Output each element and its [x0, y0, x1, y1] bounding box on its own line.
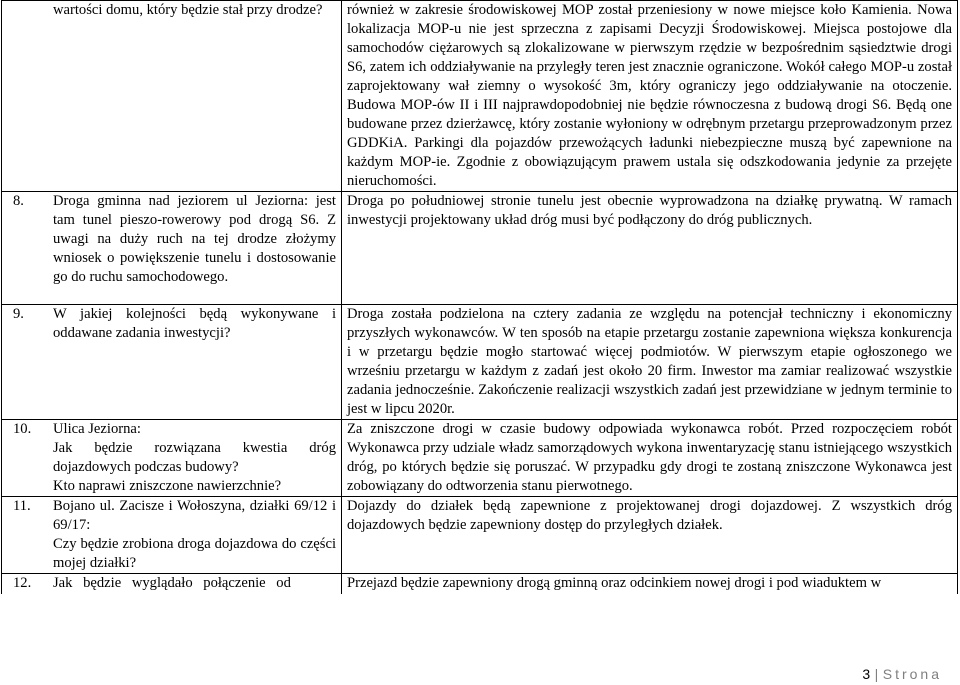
question-number — [7, 1, 53, 20]
table-row — [2, 305, 958, 420]
table-row — [2, 192, 958, 305]
question-number: 12. — [13, 575, 32, 591]
answer-text: Przejazd będzie zapewniony drogą gminną oraz odcinkiem nowej drogi i pod wiaduktem w — [347, 575, 882, 591]
question-text — [53, 1, 336, 20]
question-text — [53, 574, 336, 593]
question-line: Czy będzie zrobiona droga dojazdowa do części mojej działki? — [53, 536, 336, 571]
page-number: 3 — [862, 666, 871, 682]
question-cell — [2, 1, 342, 192]
question-line: Jak będzie rozwiązana kwestia dróg dojazdowych podczas budowy? — [53, 440, 336, 475]
question-number: 10. — [13, 421, 32, 437]
table-row — [2, 497, 958, 574]
table-row — [2, 420, 958, 497]
page-footer — [862, 666, 942, 682]
question-cell — [2, 305, 342, 420]
answer-text: Droga została podzielona na cztery zadania ze względu na potencjał techniczny i ekonomiczny przyszłych wykonawców. W ten sposób na etapie przetargu zostanie zapewniona większa konkurencja i w przetargu będzie mogło startować więcej podmiotów. W pierwszym etapie ogłoszonego we wrześniu przetargu w każdym z zadań jest około 20 firm. Inwestor ma zamiar realizować wszystkie zadania jednocześnie. Zakończenie realizacji wszystkich zadań jest przewidziane w jednym terminie to jest w lipcu 2020r. — [347, 306, 952, 417]
question-number: 9. — [13, 306, 24, 322]
question-line: Bojano ul. Zacisze i Wołoszyna, działki 69/12 i 69/17: — [53, 498, 336, 533]
question-line: W jakiej kolejności będą wykonywane i oddawane zadania inwestycji? — [53, 306, 336, 341]
question-cell — [2, 420, 342, 497]
question-line: Jak będzie wyglądało połączenie od — [53, 575, 291, 591]
question-line: wartości domu, który będzie stał przy drodze? — [53, 2, 323, 18]
answer-cell — [342, 305, 958, 420]
qa-table — [1, 0, 958, 594]
question-text — [53, 497, 336, 573]
answer-text: Za zniszczone drogi w czasie budowy odpowiada wykonawca robót. Przed rozpoczęciem robót Wykonawca przy udziale władz samorządowych wykona inwentaryzację stanu istniejącego wszystkich dróg, po których będzie się poruszać. W przypadku gdy drogi te zostaną zniszczone Wykonawca jest zobowiązany do odtworzenia stanu pierwotnego. — [347, 421, 952, 494]
answer-text: również w zakresie środowiskowej MOP został przeniesiony w nowe miejsce koło Kamienia. Nowa lokalizacja MOP-u nie jest sprzeczna z zapisami Decyzji Środowiskowej. Miejsca postojowe dla samochodów ciężarowych są zlokalizowane w pierwszym rzędzie w bezpośrednim sąsiedztwie drogi S6, zatem ich oddziaływanie na przyległy teren jest znacznie ograniczone. Wokół całego MOP-u został zaprojektowany wał ziemny o wysokość 3m, który ograniczy jego oddziaływanie na otoczenie. Budowa MOP-ów II i III najprawdopodobniej nie będzie równoczesna z budową drogi S6. Będą one budowane przez dzierżawcę, który zostanie wyłoniony w odrębnym przetargu przeprowadzonym przez GDDKiA. Parkingi dla pojazdów przewożących ładunki niebezpieczne muszą być zapewnione na każdym MOP-ie. Zgodnie z obowiązującym prawem ustala się odszkodowania jedynie za przejęte nieruchomości. — [347, 2, 952, 189]
page-label: Strona — [882, 666, 942, 682]
table-row — [2, 1, 958, 192]
answer-cell — [342, 497, 958, 574]
answer-text: Droga po południowej stronie tunelu jest obecnie wyprowadzona na działkę prywatną. W ramach inwestycji projektowany układ dróg musi być podłączony do dróg publicznych. — [347, 193, 952, 228]
question-line: Kto naprawi zniszczone nawierzchnie? — [53, 478, 282, 494]
answer-cell — [342, 420, 958, 497]
footer-separator: | — [874, 666, 879, 682]
table-row — [2, 574, 958, 594]
question-number: 8. — [13, 193, 24, 209]
question-number: 11. — [13, 498, 31, 514]
question-text — [53, 192, 336, 287]
question-text — [53, 305, 336, 343]
answer-cell — [342, 574, 958, 594]
question-line: Droga gminna nad jeziorem ul Jeziorna: jest tam tunel pieszo-rowerowy pod drogą S6. Z uwagi na duży ruch na tej drodze złożymy wniosek o powiększenie tunelu i dostosowanie go do ruchu samochodowego. — [53, 193, 336, 285]
answer-cell — [342, 1, 958, 192]
question-cell — [2, 497, 342, 574]
question-cell — [2, 574, 342, 594]
question-text — [53, 420, 336, 496]
question-cell — [2, 192, 342, 305]
answer-cell — [342, 192, 958, 305]
question-line: Ulica Jeziorna: — [53, 421, 141, 437]
answer-text: Dojazdy do działek będą zapewnione z projektowanej drogi dojazdowej. Z wszystkich dróg dojazdowych będzie zapewniony dostęp do przyległych działek. — [347, 498, 952, 533]
